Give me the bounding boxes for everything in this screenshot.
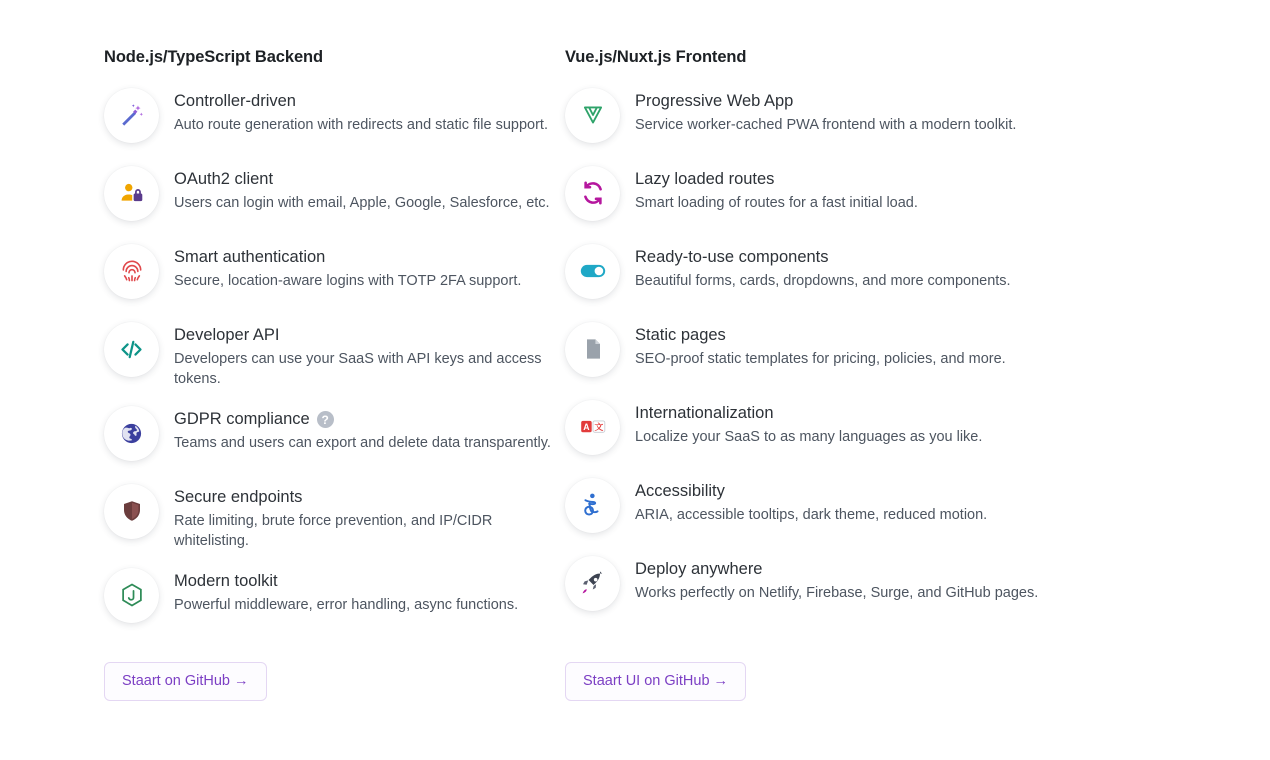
svg-text:文: 文 [593, 422, 603, 433]
feature-title-label: OAuth2 client [174, 169, 274, 188]
staart-ui-github-button[interactable]: Staart UI on GitHub → [565, 662, 746, 702]
feature-row [565, 86, 1165, 150]
feature-text [620, 86, 1016, 136]
feature-row [104, 320, 565, 390]
feature-text [159, 164, 550, 214]
feature-title [635, 246, 1011, 268]
feature-text [159, 86, 548, 136]
feature-title [635, 90, 1016, 112]
refresh-arrows-icon [565, 166, 620, 221]
feature-description: Service worker-cached PWA frontend with a modern toolkit. [635, 117, 1017, 134]
globe-icon [104, 406, 159, 461]
feature-title [174, 246, 521, 268]
toggle-switch-icon [565, 244, 620, 299]
user-lock-icon [104, 166, 159, 221]
feature-text [620, 554, 1038, 604]
feature-title [635, 402, 982, 424]
feature-title [174, 486, 565, 508]
backend-column [0, 48, 565, 644]
feature-text [620, 164, 918, 214]
feature-row [565, 320, 1165, 384]
feature-title-label: Controller-driven [174, 91, 296, 110]
document-page-icon [565, 322, 620, 377]
pwa-chevron-icon [565, 88, 620, 143]
feature-title [174, 324, 565, 346]
feature-row [104, 242, 565, 306]
feature-row [565, 554, 1165, 618]
feature-row [104, 164, 565, 228]
feature-title-label: Smart authentication [174, 247, 326, 266]
svg-text:A: A [582, 422, 590, 433]
feature-description: Localize your SaaS to as many languages as you like. [635, 429, 983, 446]
feature-row [104, 404, 565, 468]
nodejs-hexagon-icon [104, 568, 159, 623]
feature-title-label: Secure endpoints [174, 487, 303, 506]
feature-description: Powerful middleware, error handling, async functions. [174, 596, 519, 613]
feature-title-label: Lazy loaded routes [635, 169, 775, 188]
frontend-column [565, 48, 1165, 632]
feature-title-label: Static pages [635, 325, 726, 344]
feature-row [565, 242, 1165, 306]
feature-title-label: Accessibility [635, 481, 725, 500]
feature-description: SEO-proof static templates for pricing, policies, and more. [635, 351, 1006, 368]
feature-text [159, 566, 518, 616]
feature-description: Smart loading of routes for a fast initial load. [635, 195, 918, 212]
feature-columns [0, 48, 1270, 644]
feature-title-label: GDPR compliance [174, 409, 310, 428]
shield-icon [104, 484, 159, 539]
feature-title [635, 324, 1006, 346]
feature-title-label: Modern toolkit [174, 571, 278, 590]
feature-title-label: Ready-to-use components [635, 247, 829, 266]
rocket-icon [565, 556, 620, 611]
feature-description: Beautiful forms, cards, dropdowns, and more components. [635, 273, 1011, 290]
feature-text [620, 476, 987, 526]
feature-row [565, 398, 1165, 462]
code-brackets-icon [104, 322, 159, 377]
feature-title [635, 168, 918, 190]
feature-row [104, 86, 565, 150]
feature-row [565, 476, 1165, 540]
feature-title [174, 168, 550, 190]
feature-row [104, 566, 565, 630]
cta-row [0, 644, 1270, 702]
feature-description: Developers can use your SaaS with API keys and access tokens. [174, 351, 542, 388]
feature-text [159, 242, 521, 292]
feature-title [174, 90, 548, 112]
feature-description: ARIA, accessible tooltips, dark theme, reduced motion. [635, 507, 988, 524]
feature-description: Works perfectly on Netlify, Firebase, Surge, and GitHub pages. [635, 585, 1039, 602]
backend-cta-wrapper [0, 644, 565, 702]
feature-text [159, 320, 565, 390]
staart-github-button[interactable]: Staart on GitHub → [104, 662, 267, 702]
feature-title-label: Internationalization [635, 403, 774, 422]
feature-title-label: Deploy anywhere [635, 559, 763, 578]
feature-description: Teams and users can export and delete data transparently. [174, 434, 551, 451]
feature-text [620, 398, 982, 448]
frontend-column-title: Vue.js/Nuxt.js Frontend [565, 48, 747, 66]
backend-column-title: Node.js/TypeScript Backend [104, 48, 323, 66]
feature-title [174, 408, 551, 430]
feature-row [565, 164, 1165, 228]
feature-description: Users can login with email, Apple, Google, Salesforce, etc. [174, 195, 550, 212]
feature-text [159, 482, 565, 552]
feature-description: Auto route generation with redirects and static file support. [174, 117, 548, 134]
feature-title [635, 558, 1038, 580]
translate-icon [565, 400, 620, 455]
feature-title [635, 480, 987, 502]
feature-title-label: Developer API [174, 325, 280, 344]
fingerprint-icon [104, 244, 159, 299]
feature-text [620, 242, 1011, 292]
feature-description: Rate limiting, brute force prevention, and IP/CIDR whitelisting. [174, 512, 493, 550]
magic-wand-icon [104, 88, 159, 143]
feature-description: Secure, location-aware logins with TOTP 2FA support. [174, 273, 522, 290]
frontend-cta-wrapper [565, 644, 1165, 702]
accessibility-icon [565, 478, 620, 533]
help-icon[interactable]: ? [317, 411, 334, 428]
feature-title-label: Progressive Web App [635, 91, 794, 110]
feature-text [159, 404, 551, 454]
feature-text [620, 320, 1006, 370]
feature-title [174, 570, 518, 592]
feature-row [104, 482, 565, 552]
